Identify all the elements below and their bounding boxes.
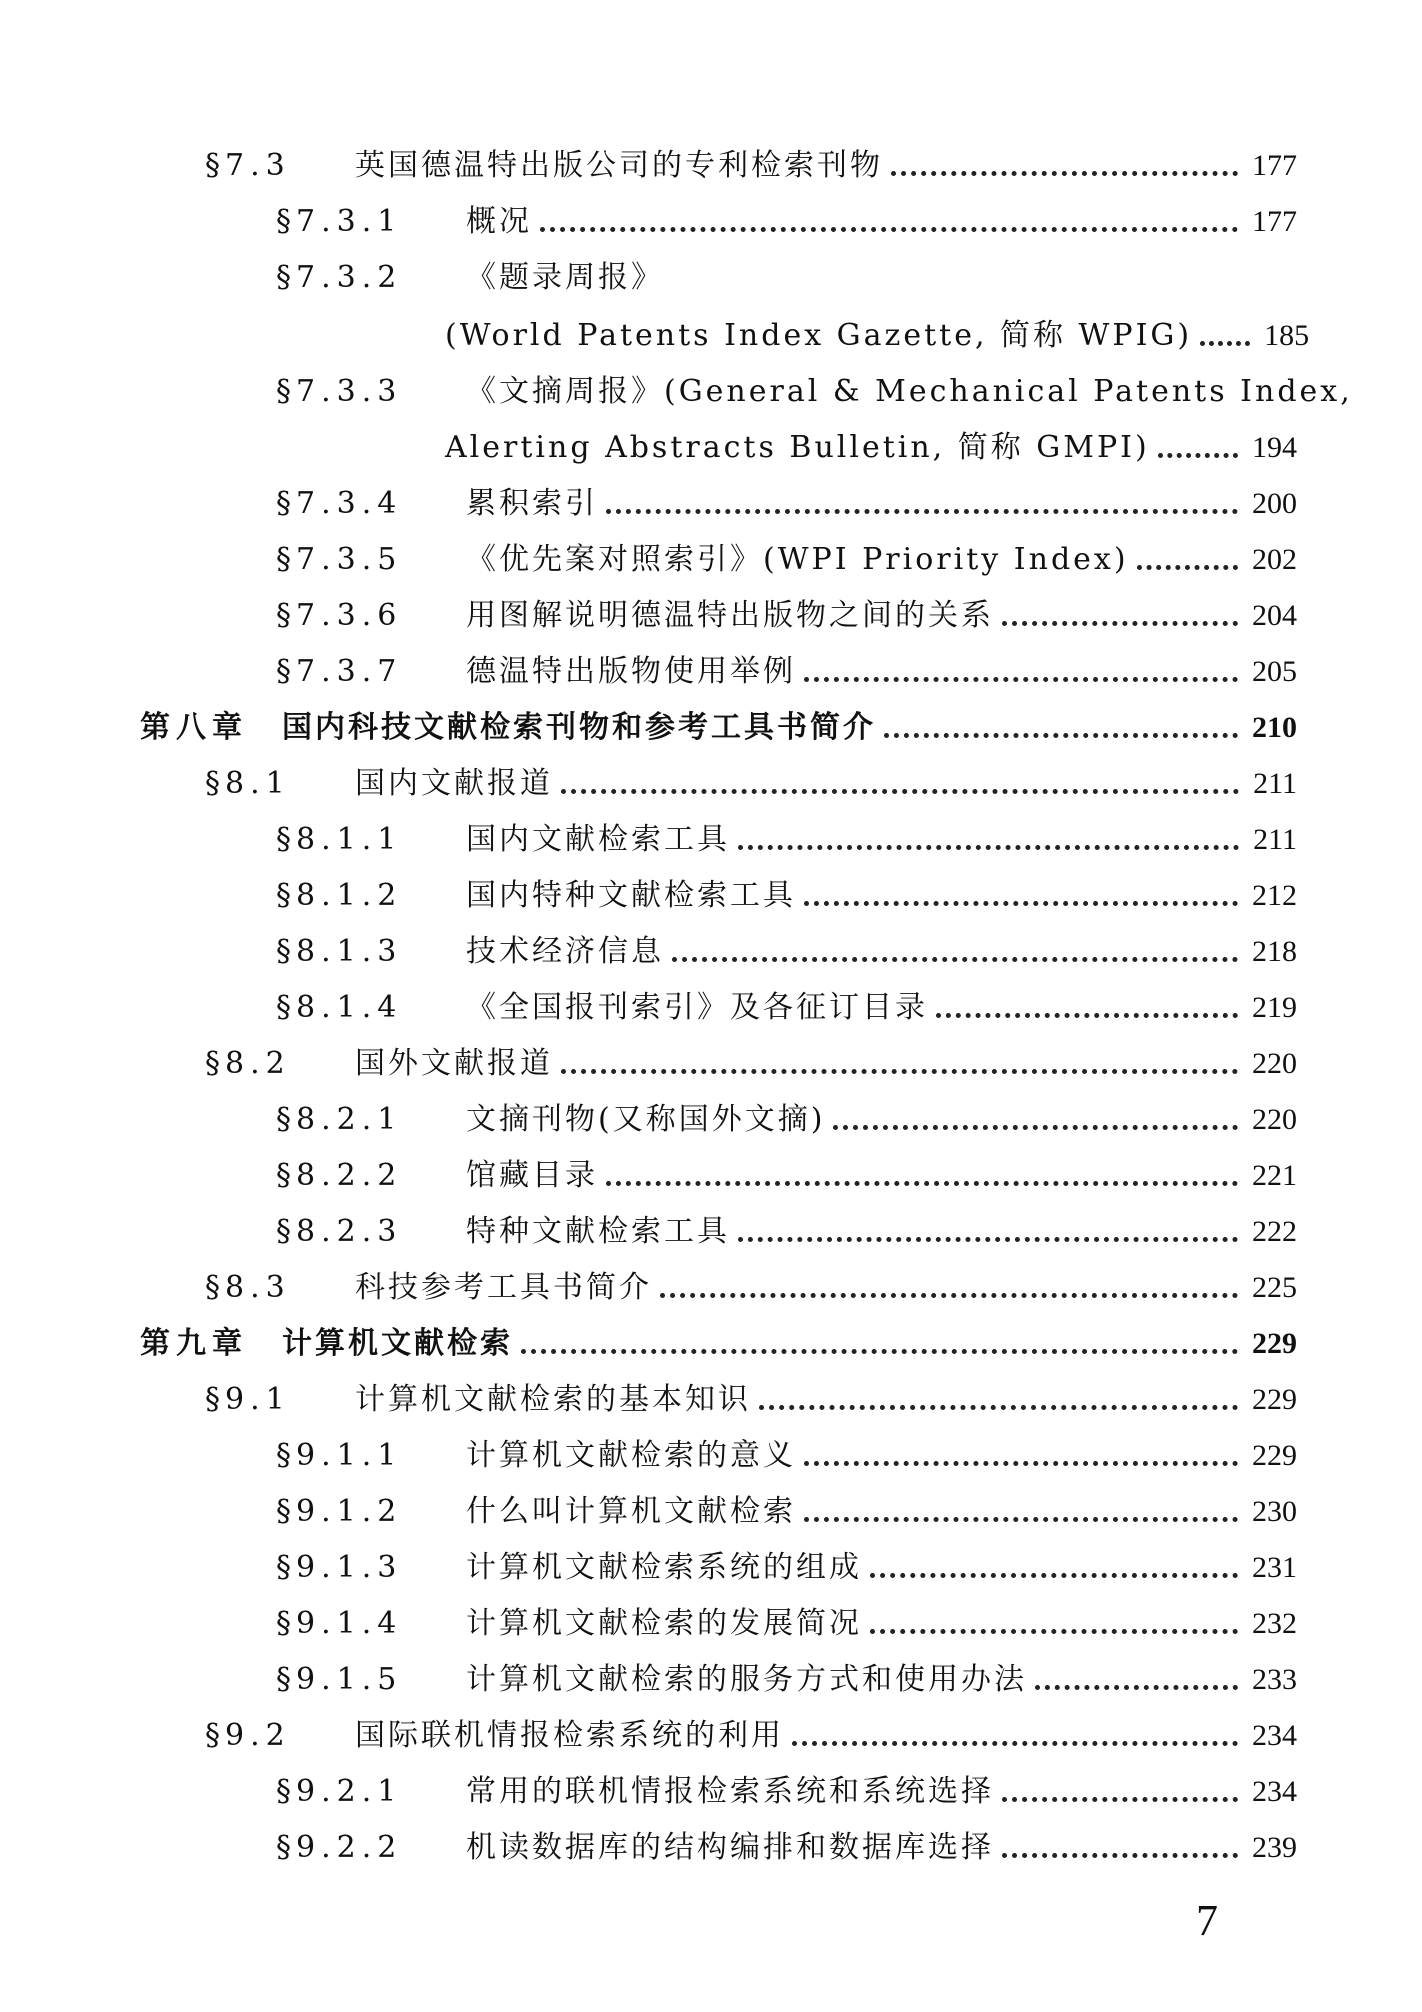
- entry-title: 国内文献检索工具: [466, 822, 730, 857]
- dot-leader: [606, 1181, 1238, 1186]
- dot-leader: [1002, 1853, 1238, 1858]
- entry-title: Alerting Abstracts Bulletin, 简称 GMPI): [445, 430, 1150, 465]
- entry-page: 229: [1252, 1383, 1297, 1416]
- section-mark: §: [276, 934, 296, 969]
- entry-page: 221: [1252, 1159, 1297, 1192]
- toc-entry: [205, 1038, 1297, 1082]
- entry-number: 9.1.3: [296, 1550, 403, 1585]
- section-mark: §: [276, 542, 296, 577]
- entry-title: 《全国报刊索引》及各征订目录: [466, 990, 928, 1025]
- dot-leader: [833, 1125, 1238, 1130]
- toc-entry: [276, 590, 1297, 634]
- section-mark: §: [276, 1102, 296, 1137]
- dot-leader: [672, 957, 1238, 962]
- entry-title: 计算机文献检索的基本知识: [355, 1382, 751, 1417]
- entry-page: 220: [1252, 1103, 1297, 1136]
- dot-leader: [561, 1069, 1238, 1074]
- entry-title: 累积索引: [466, 486, 598, 521]
- entry-number: 7.3.2: [296, 260, 403, 295]
- entry-page: 234: [1252, 1775, 1297, 1808]
- toc-entry: [276, 478, 1297, 522]
- dot-leader: [804, 1461, 1238, 1466]
- entry-title: 《题录周报》: [466, 260, 664, 295]
- section-mark: §: [276, 486, 296, 521]
- entry-number: 8.1.4: [296, 990, 403, 1025]
- entry-page: 200: [1252, 487, 1297, 520]
- toc-entry: [276, 1822, 1297, 1866]
- entry-number: 9.2: [225, 1718, 291, 1753]
- entry-title: 计算机文献检索的发展简况: [466, 1606, 862, 1641]
- chapter-title: 计算机文献检索: [282, 1326, 513, 1361]
- toc-entry: [276, 1766, 1297, 1810]
- entry-number: 7.3.3: [296, 374, 403, 409]
- entry-page: 219: [1252, 991, 1297, 1024]
- entry-page: 225: [1252, 1271, 1297, 1304]
- entry-page: 231: [1252, 1551, 1297, 1584]
- toc-entry: [276, 534, 1297, 578]
- dot-leader: [660, 1293, 1238, 1298]
- entry-number: 8.2.1: [296, 1102, 403, 1137]
- entry-page: 194: [1252, 431, 1297, 464]
- toc-entry: [276, 1206, 1297, 1250]
- entry-number: 8.2.2: [296, 1158, 403, 1193]
- section-mark: §: [276, 598, 296, 633]
- entry-number: 8.1.2: [296, 878, 403, 913]
- entry-number: 8.2: [225, 1046, 291, 1081]
- entry-number: 9.2.2: [296, 1830, 403, 1865]
- entry-page: 222: [1252, 1215, 1297, 1248]
- dot-leader: [884, 733, 1238, 738]
- entry-title: 概况: [466, 204, 532, 239]
- entry-page: 202: [1252, 543, 1297, 576]
- section-mark: §: [276, 1606, 296, 1641]
- section-mark: §: [276, 1550, 296, 1585]
- entry-page: 234: [1252, 1719, 1297, 1752]
- section-mark: §: [276, 878, 296, 913]
- entry-number: 8.3: [225, 1270, 291, 1305]
- toc-entry: [276, 252, 1297, 296]
- entry-number: 7.3.1: [296, 204, 403, 239]
- entry-number: 9.1.5: [296, 1662, 403, 1697]
- entry-page: 229: [1252, 1439, 1297, 1472]
- entry-title: 特种文献检索工具: [466, 1214, 730, 1249]
- section-mark: §: [205, 766, 225, 801]
- dot-leader: [804, 1517, 1238, 1522]
- section-mark: §: [276, 822, 296, 857]
- entry-number: 8.1: [225, 766, 291, 801]
- entry-page: 211: [1253, 767, 1297, 800]
- entry-number: 8.1.1: [296, 822, 403, 857]
- section-mark: §: [276, 1438, 296, 1473]
- section-mark: §: [276, 654, 296, 689]
- entry-page: 204: [1252, 599, 1297, 632]
- entry-page: 210: [1252, 711, 1297, 744]
- section-mark: §: [205, 1270, 225, 1305]
- section-mark: §: [276, 1662, 296, 1697]
- section-mark: §: [205, 1718, 225, 1753]
- entry-title: 科技参考工具书简介: [355, 1270, 652, 1305]
- toc-entry-continuation: [445, 422, 1297, 466]
- dot-leader: [1200, 341, 1250, 346]
- entry-title: 计算机文献检索的服务方式和使用办法: [466, 1662, 1027, 1697]
- entry-title: 国内特种文献检索工具: [466, 878, 796, 913]
- section-mark: §: [205, 148, 225, 183]
- dot-leader: [870, 1573, 1238, 1578]
- toc-entry: [205, 1262, 1297, 1306]
- dot-leader: [1002, 621, 1238, 626]
- section-mark: §: [276, 990, 296, 1025]
- toc-entry: [276, 926, 1297, 970]
- toc-entry: [205, 758, 1297, 802]
- entry-number: 7.3.5: [296, 542, 403, 577]
- dot-leader: [738, 845, 1239, 850]
- toc-entry-continuation: [445, 310, 1310, 354]
- toc-entry: [276, 646, 1297, 690]
- entry-number: 7.3.6: [296, 598, 403, 633]
- toc-entry: [276, 1150, 1297, 1194]
- section-mark: §: [205, 1046, 225, 1081]
- chapter-number: 第九章: [140, 1326, 248, 1361]
- dot-leader: [1137, 565, 1238, 570]
- entry-number: 9.2.1: [296, 1774, 403, 1809]
- section-mark: §: [276, 204, 296, 239]
- entry-title: 国际联机情报检索系统的利用: [355, 1718, 784, 1753]
- toc-entry: [205, 1374, 1297, 1418]
- entry-number: 9.1: [225, 1382, 291, 1417]
- entry-title: (World Patents Index Gazette, 简称 WPIG): [445, 318, 1193, 353]
- dot-leader: [759, 1405, 1238, 1410]
- dot-leader: [792, 1741, 1238, 1746]
- entry-number: 7.3: [225, 148, 291, 183]
- dot-leader: [804, 901, 1238, 906]
- entry-title: 文摘刊物(又称国外文摘): [466, 1102, 826, 1137]
- toc-entry: [276, 1598, 1297, 1642]
- toc-chapter: [140, 1318, 1297, 1362]
- entry-page: 239: [1252, 1831, 1297, 1864]
- toc-entry: [205, 1710, 1297, 1754]
- toc-entry: [276, 196, 1297, 240]
- section-mark: §: [276, 1494, 296, 1529]
- entry-number: 7.3.4: [296, 486, 403, 521]
- entry-number: 8.1.3: [296, 934, 403, 969]
- entry-page: 230: [1252, 1495, 1297, 1528]
- entry-page: 185: [1264, 319, 1310, 352]
- entry-page: 205: [1252, 655, 1297, 688]
- toc-entry: [276, 982, 1297, 1026]
- entry-page: 232: [1252, 1607, 1297, 1640]
- section-mark: §: [276, 1214, 296, 1249]
- toc-entry: [205, 140, 1297, 184]
- entry-number: 8.2.3: [296, 1214, 403, 1249]
- entry-title: 计算机文献检索系统的组成: [466, 1550, 862, 1585]
- entry-title: 《优先案对照索引》(WPI Priority Index): [466, 542, 1129, 577]
- dot-leader: [738, 1237, 1238, 1242]
- entry-title: 常用的联机情报检索系统和系统选择: [466, 1774, 994, 1809]
- toc-entry: [276, 1430, 1297, 1474]
- toc-entry: [276, 1486, 1297, 1530]
- entry-title: 用图解说明德温特出版物之间的关系: [466, 598, 994, 633]
- section-mark: §: [276, 374, 296, 409]
- toc-entry: [276, 1542, 1297, 1586]
- section-mark: §: [276, 260, 296, 295]
- dot-leader: [804, 677, 1238, 682]
- entry-number: 9.1.1: [296, 1438, 403, 1473]
- entry-page: 212: [1252, 879, 1297, 912]
- entry-title: 计算机文献检索的意义: [466, 1438, 796, 1473]
- section-mark: §: [205, 1382, 225, 1417]
- dot-leader: [1035, 1685, 1238, 1690]
- entry-title: 技术经济信息: [466, 934, 664, 969]
- entry-page: 220: [1252, 1047, 1297, 1080]
- chapter-title: 国内科技文献检索刊物和参考工具书简介: [282, 710, 876, 745]
- entry-title: 国内文献报道: [355, 766, 553, 801]
- entry-page: 233: [1252, 1663, 1297, 1696]
- entry-page: 229: [1252, 1327, 1297, 1360]
- dot-leader: [891, 171, 1238, 176]
- entry-number: 9.1.2: [296, 1494, 403, 1529]
- entry-title: 英国德温特出版公司的专利检索刊物: [355, 148, 883, 183]
- dot-leader: [540, 227, 1238, 232]
- toc-entry: [276, 814, 1297, 858]
- entry-title: 机读数据库的结构编排和数据库选择: [466, 1830, 994, 1865]
- entry-number: 9.1.4: [296, 1606, 403, 1641]
- entry-title: 《文摘周报》(General & Mechanical Patents Index,: [466, 374, 1353, 409]
- dot-leader: [561, 789, 1239, 794]
- toc-entry: [276, 870, 1297, 914]
- entry-page: 177: [1252, 205, 1297, 238]
- chapter-number: 第八章: [140, 710, 248, 745]
- dot-leader: [936, 1013, 1238, 1018]
- entry-page: 177: [1252, 149, 1297, 182]
- entry-page: 218: [1252, 935, 1297, 968]
- toc-entry: [276, 1094, 1297, 1138]
- entry-title: 国外文献报道: [355, 1046, 553, 1081]
- page-number: 7: [1196, 1896, 1218, 1945]
- dot-leader: [1002, 1797, 1238, 1802]
- section-mark: §: [276, 1158, 296, 1193]
- dot-leader: [870, 1629, 1238, 1634]
- toc-entry: [276, 1654, 1297, 1698]
- entry-title: 德温特出版物使用举例: [466, 654, 796, 689]
- dot-leader: [606, 509, 1238, 514]
- entry-page: 211: [1253, 823, 1297, 856]
- toc-entry: [276, 366, 1353, 410]
- toc-chapter: [140, 702, 1297, 746]
- section-mark: §: [276, 1774, 296, 1809]
- dot-leader: [1158, 453, 1238, 458]
- section-mark: §: [276, 1830, 296, 1865]
- entry-title: 馆藏目录: [466, 1158, 598, 1193]
- entry-title: 什么叫计算机文献检索: [466, 1494, 796, 1529]
- entry-number: 7.3.7: [296, 654, 403, 689]
- dot-leader: [521, 1349, 1238, 1354]
